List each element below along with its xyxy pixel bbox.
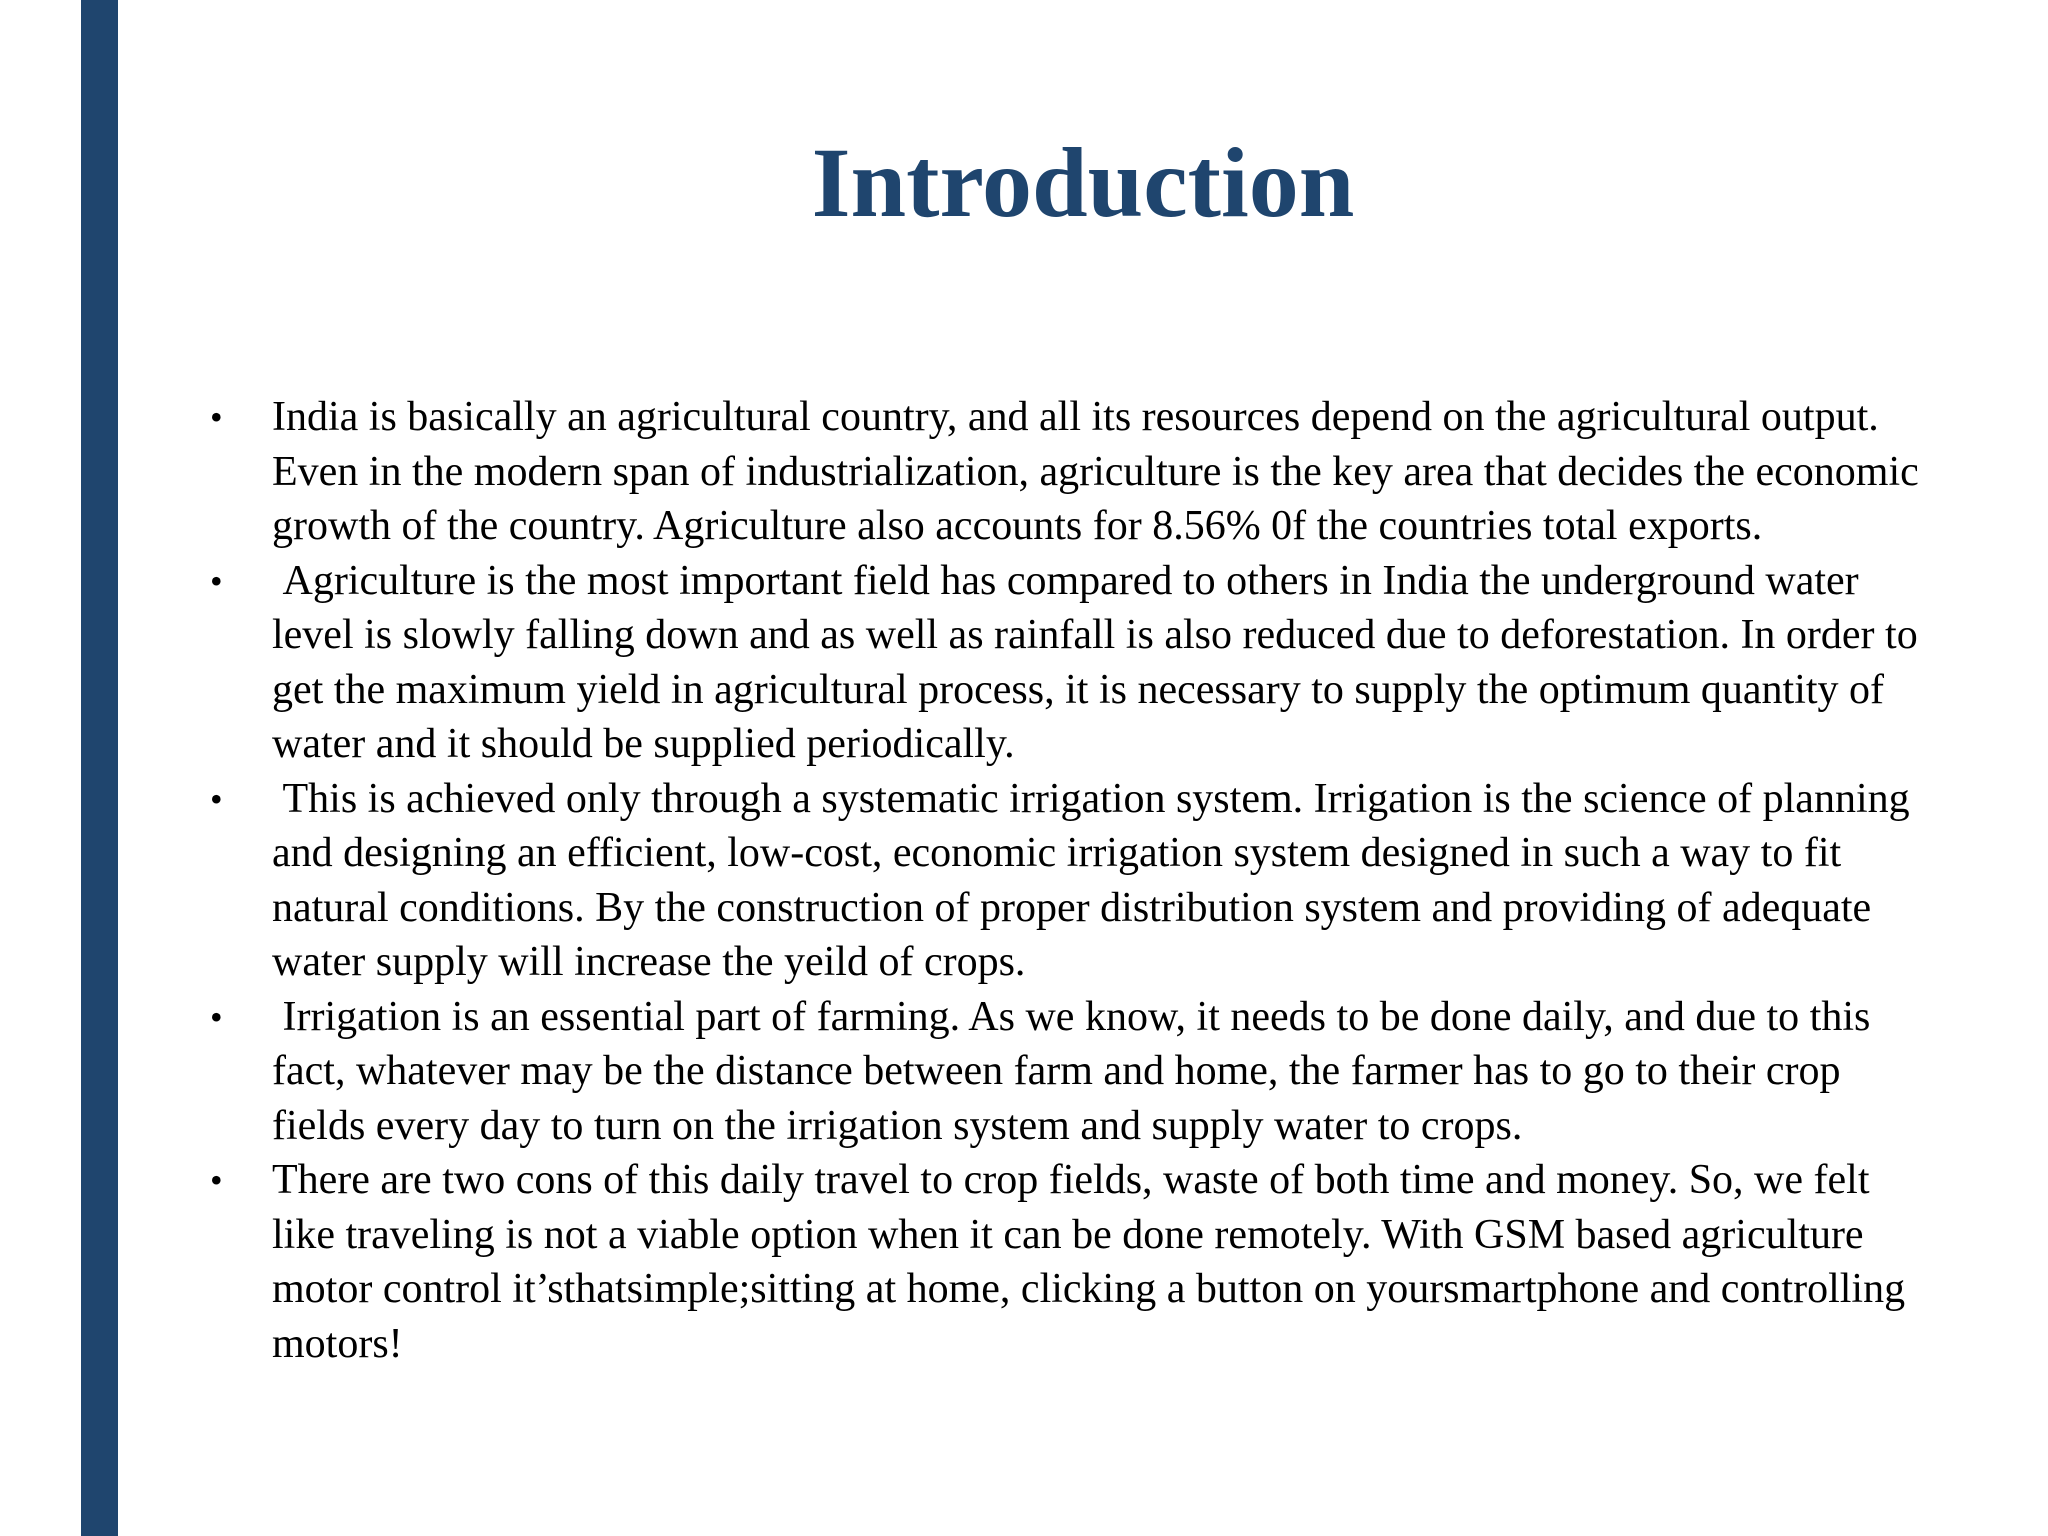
bullet-dot-icon: •: [210, 1160, 223, 1200]
bullet-item: [210, 772, 1920, 990]
bullet-text: This is achieved only through a systematic irrigation system. Irrigation is the science of planning and designing an efficient, low-cost, economic irrigation system designed in such a way to fit natural conditions. By the construction of proper distribution system and providing of adequate water supply will increase the yeild of crops.: [272, 775, 1921, 985]
bullet-text: There are two cons of this daily travel to crop fields, waste of both time and money. So, we felt like traveling is not a viable option when it can be done remotely. With GSM based agriculture motor control it’sthatsimple;sitting at home, clicking a button on yoursmartphone and controlling motors!: [272, 1157, 1906, 1367]
bullet-item: [210, 554, 1929, 772]
bullet-item: [210, 390, 1920, 554]
bullet-text: Irrigation is an essential part of farming. As we know, it needs to be done daily, and due to this fact, whatever may be the distance between farm and home, the farmer has to go to their crop fields every day to turn on the irrigation system and supply water to crops.: [272, 993, 1881, 1149]
bullet-list: [210, 390, 1929, 1371]
bullet-dot-icon: •: [210, 560, 223, 601]
bullet-item: [210, 990, 1920, 1154]
bullet-text: India is basically an agricultural country, and all its resources depend on the agricultural output. Even in the modern span of industrialization, agriculture is the key area that decides the economic growth of the country. Agriculture also accounts for 8.56% 0f the countries total exports.: [272, 394, 1919, 549]
side-accent-bar: [81, 0, 118, 1536]
slide-title: Introduction: [811, 127, 1355, 238]
bullet-text: Agriculture is the most important field has compared to others in India the underground water level is slowly falling down and as well as rainfall is also reduced due to deforestation. In order to get the maximum yield in agricultural process, it is necessary to supply the optimum quantity of water and it should be supplied periodically.: [272, 557, 1929, 767]
bullet-dot-icon: •: [210, 996, 223, 1037]
bullet-item: [210, 1153, 1920, 1371]
bullet-dot-icon: •: [210, 778, 223, 819]
bullet-dot-icon: •: [210, 397, 223, 437]
